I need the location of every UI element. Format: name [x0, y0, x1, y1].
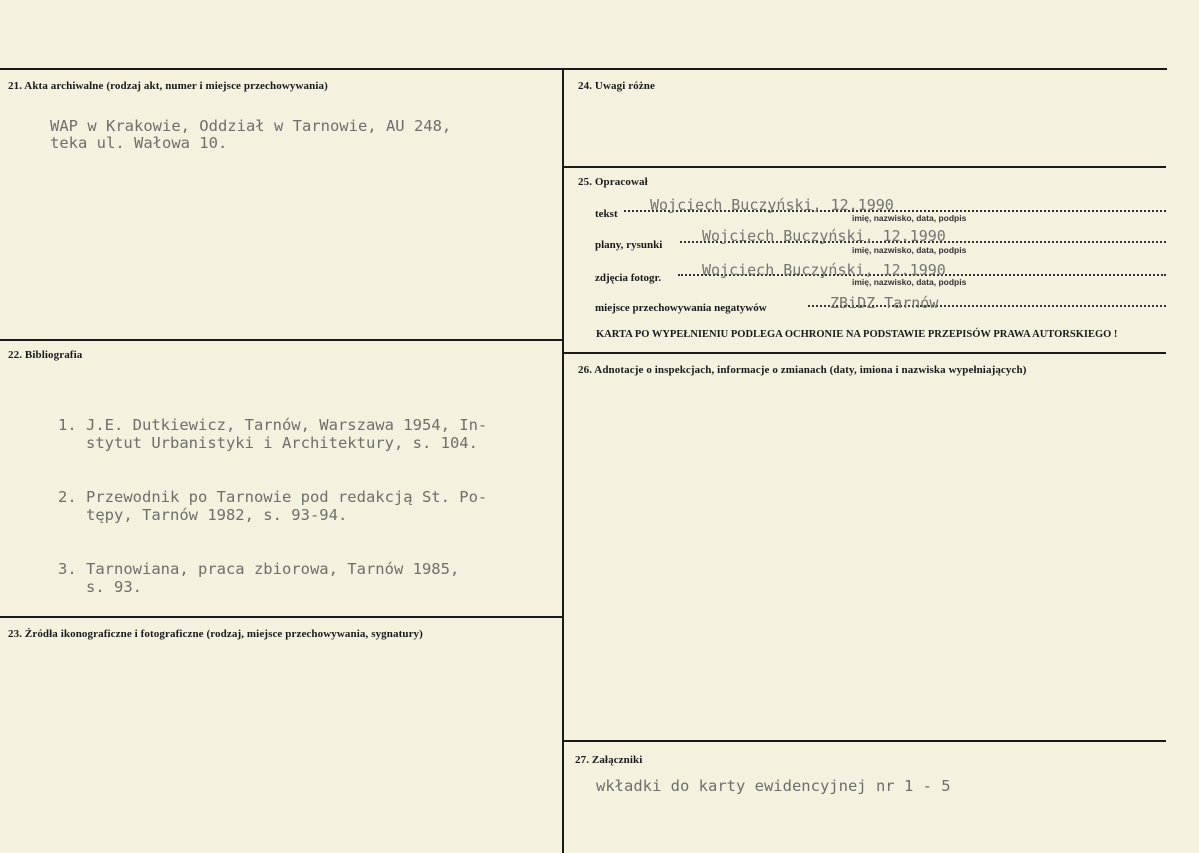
plany-value: Wojciech Buczyński, 12.1990: [702, 227, 946, 245]
bibliography-line: tępy, Tarnów 1982, s. 93-94.: [86, 506, 348, 524]
section-23-header: 23. Źródła ikonograficzne i fotograficzne (rodzaj, miejsce przechowywania, sygnatury): [8, 628, 423, 640]
rule-24-25: [563, 166, 1166, 168]
bibliography-line: s. 93.: [86, 578, 142, 596]
bibliography-list: [58, 380, 487, 632]
top-rule: [0, 68, 1167, 70]
zdjecia-value: Wojciech Buczyński, 12.1990: [702, 261, 946, 279]
section-26-header: 26. Adnotacje o inspekcjach, informacje o zmianach (daty, imiona i nazwiska wypełniających): [578, 364, 1027, 376]
bibliography-line: Przewodnik po Tarnowie pod redakcją St. Po-: [86, 488, 488, 506]
attachments-value: wkładki do karty ewidencyjnej nr 1 - 5: [596, 777, 951, 795]
bibliography-line: Tarnowiana, praca zbiorowa, Tarnów 1985,: [86, 560, 460, 578]
bibliography-number: 3.: [58, 560, 77, 578]
negatywy-label: miejsce przechowywania negatywów: [595, 302, 767, 314]
plany-sublabel: imię, nazwisko, data, podpis: [852, 245, 967, 255]
plany-label: plany, rysunki: [595, 239, 663, 251]
negatywy-value: ZBiDZ Tarnów: [830, 294, 939, 312]
zdjecia-label: zdjęcia fotogr.: [595, 272, 662, 284]
tekst-value: Wojciech Buczyński, 12.1990: [650, 196, 894, 214]
center-divider: [562, 68, 564, 853]
bibliography-line: stytut Urbanistyki i Architektury, s. 104.: [86, 434, 478, 452]
list-item: [58, 488, 487, 524]
tekst-sublabel: imię, nazwisko, data, podpis: [852, 213, 967, 223]
bibliography-number: 2.: [58, 488, 77, 506]
bibliography-line: J.E. Dutkiewicz, Tarnów, Warszawa 1954, In-: [86, 416, 488, 434]
section-21-line-1: WAP w Krakowie, Oddział w Tarnowie, AU 248,: [50, 117, 452, 135]
section-21-header: 21. Akta archiwalne (rodzaj akt, numer i miejsce przechowywania): [8, 80, 328, 92]
section-25-header: 25. Opracował: [578, 176, 648, 188]
section-21-line-2: teka ul. Wałowa 10.: [50, 134, 228, 152]
list-item: [58, 560, 487, 596]
bibliography-number: 1.: [58, 416, 77, 434]
section-27-header: 27. Załączniki: [575, 754, 643, 766]
copyright-notice: KARTA PO WYPEŁNIENIU PODLEGA OCHRONIE NA PODSTAWIE PRZEPISÓW PRAWA AUTORSKIEGO !: [596, 329, 1118, 340]
tekst-label: tekst: [595, 208, 618, 220]
list-item: [58, 416, 487, 452]
rule-25-26: [563, 352, 1166, 354]
section-24-header: 24. Uwagi różne: [578, 80, 655, 92]
zdjecia-sublabel: imię, nazwisko, data, podpis: [852, 277, 967, 287]
rule-26-27: [563, 740, 1166, 742]
section-22-header: 22. Bibliografia: [8, 349, 83, 361]
rule-21-22: [0, 339, 563, 341]
